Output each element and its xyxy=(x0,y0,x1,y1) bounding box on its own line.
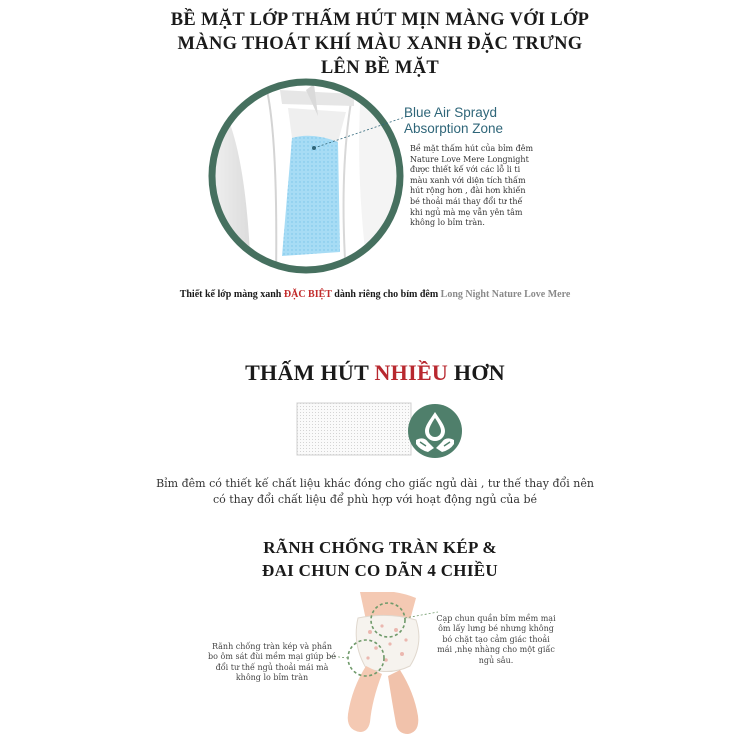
section3-title-line: RÃNH CHỐNG TRÀN KÉP & xyxy=(263,538,497,557)
section1-title xyxy=(150,8,610,80)
zone-label-line: Absorption Zone xyxy=(404,121,504,136)
zone-label-line: Blue Air Sprayd xyxy=(404,105,498,120)
section1-tagline xyxy=(0,289,750,300)
tagline-highlight: ĐẶC BIỆT xyxy=(283,289,332,300)
waistband-note: Cạp chun quần bỉm mềm mại ôm lấy lưng bé nhưng không bó chặt tạo cảm giác thoải mái ,nhẹ nhàng cho một giấc ngủ sâu. xyxy=(436,614,556,665)
diaper-closeup-image xyxy=(206,76,406,276)
section2-title-part: THẤM HÚT xyxy=(245,360,375,385)
absorption-zone-description: Bề mặt thấm hút của bỉm đêm Nature Love Mere Longnight được thiết kế với các lỗ li ti màu xanh với diện tích thấm hút rộng hơn , đài hơn khiến bé thoải mái thay đổi tư thế khi ngủ mà mẹ vẫn yên tâm không lo bỉm tràn. xyxy=(410,144,534,228)
section3-title xyxy=(150,536,610,582)
section2-title-part: HƠN xyxy=(448,360,505,385)
material-swatch-image xyxy=(296,402,416,458)
water-drop-hands-icon xyxy=(406,402,464,460)
tagline-brand: Long Night Nature Love Mere xyxy=(440,289,571,300)
section1-title-line: LÊN BỀ MẶT xyxy=(320,58,440,78)
tagline-part: Thiết kế lớp màng xanh xyxy=(179,289,284,300)
section2-title-highlight: NHIỀU xyxy=(374,360,449,385)
section1-title-line: MÀNG THOÁT KHÍ MÀU XANH ĐẶC TRƯNG xyxy=(177,34,583,54)
section2-description: Bỉm đêm có thiết kế chất liệu khác đóng cho giấc ngủ dài , tư thế thay đổi nên có thay đổi chất liệu để phù hợp với hoạt động ngủ của bé xyxy=(156,477,594,506)
baby-legs-diaper-image xyxy=(330,592,440,737)
section3-title-line: ĐAI CHUN CO DÃN 4 CHIỀU xyxy=(262,561,498,580)
section2-title xyxy=(0,360,750,386)
leak-guard-note: Rãnh chống tràn kép và phần bo ôm sát đùi mềm mại giúp bé đổi tư thế ngủ thoải mái mà không lo bỉm tràn xyxy=(208,642,336,683)
section1-title-line: BỀ MẶT LỚP THẤM HÚT MỊN MÀNG VỚI LỚP xyxy=(170,10,590,30)
absorption-zone-label xyxy=(404,105,564,137)
tagline-part: dành riêng cho bỉm đêm xyxy=(331,289,441,300)
